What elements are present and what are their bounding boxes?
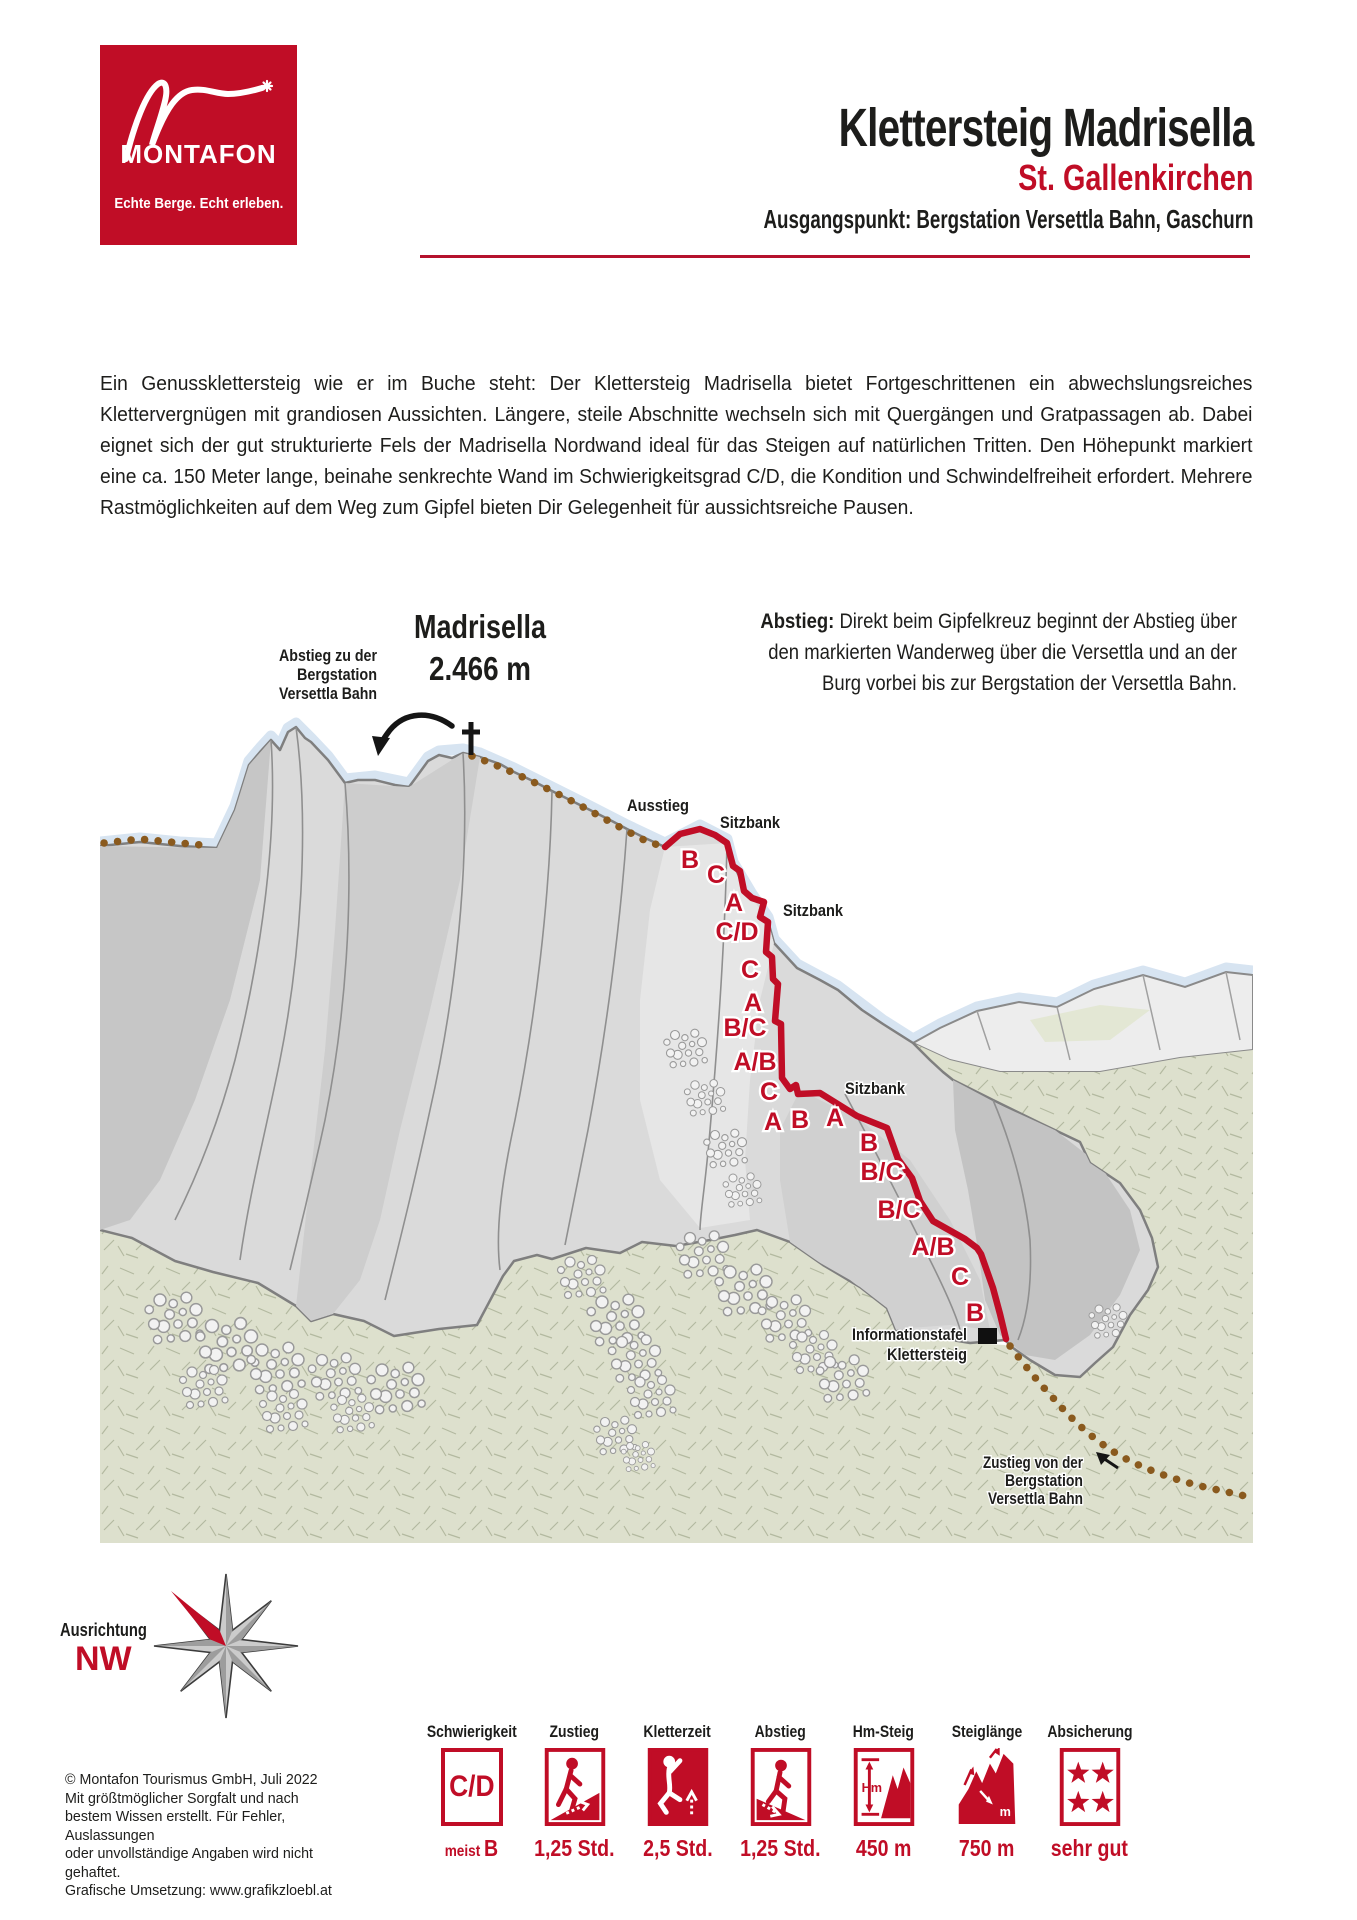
- compass-label: Ausrichtung: [60, 1620, 147, 1640]
- copyright-line: Grafische Umsetzung: www.grafikzloebl.at: [65, 1882, 332, 1899]
- page-title: Klettersteig Madrisella: [838, 98, 1253, 158]
- copyright-block: [65, 1771, 350, 1901]
- grade-label: A: [763, 1108, 783, 1136]
- grade-label: A: [825, 1104, 845, 1132]
- hiker-downhill-icon: [750, 1748, 812, 1826]
- exit-label: Ausstieg: [627, 796, 689, 815]
- grade-label: B/C: [723, 1014, 767, 1042]
- copyright-line: Mit größtmöglicher Sorgfalt und nach: [65, 1789, 299, 1807]
- descent-note-text: Direkt beim Gipfelkreuz beginnt der Abstieg über den markierten Wanderweg über die Versettla und an der Burg vorbei bis zur Bergstation der Versettla Bahn.: [768, 610, 1237, 695]
- grade-label: C/D: [715, 918, 759, 946]
- bench-label: Sitzbank: [783, 901, 844, 920]
- page-subtitle: St. Gallenkirchen: [1017, 157, 1253, 198]
- approach-label: Versettla Bahn: [988, 1489, 1083, 1508]
- stat-difficulty: Schwierigkeit C/D meist B: [426, 1722, 517, 1861]
- grade-label: B: [790, 1106, 810, 1134]
- climber-icon: [647, 1748, 709, 1826]
- route-topo-map: [100, 580, 1253, 1550]
- bench-label: Sitzbank: [845, 1079, 906, 1098]
- grade-label: A: [743, 989, 763, 1017]
- info-board-label: Klettersteig: [887, 1345, 967, 1364]
- title-block: [573, 100, 1253, 234]
- grade-label: C: [706, 861, 726, 889]
- grade-label: A/B: [733, 1048, 777, 1076]
- copyright-line: bestem Wissen erstellt. Für Fehler, Auslassungen: [65, 1808, 286, 1844]
- stats-row: [420, 1722, 1142, 1862]
- grade-label: C: [740, 956, 760, 984]
- descent-to-line: Bergstation: [297, 665, 377, 684]
- montafon-logo: [100, 45, 297, 245]
- grade-label: C: [950, 1263, 970, 1291]
- start-point: Ausgangspunkt: Bergstation Versettla Bahn, Gaschurn: [763, 204, 1253, 234]
- grade-label: B: [680, 846, 700, 874]
- logo-tagline: Echte Berge. Echt erleben.: [113, 196, 284, 212]
- protection-stars-icon: [1059, 1748, 1121, 1826]
- approach-label: Bergstation: [1005, 1471, 1083, 1490]
- stat-protection: Absicherung sehr gut: [1046, 1722, 1133, 1861]
- stat-height-meters: Hm-Steig Hm 450 m: [852, 1722, 915, 1861]
- approach-label: Zustieg von der: [983, 1453, 1084, 1472]
- intro-paragraph: Ein Genussklettersteig wie er im Buche steht: Der Klettersteig Madrisella bietet Fortgeschrittenen ein abwechslungsreiches Klettervergnügen mit grandiosen Aussichten. Längere, steile Abschnitte wechseln sich mit Quergängen und Gratpassagen ab. Dabei eignet sich der gut strukturierte Fels der Madrisella Nordwand ideal für das Steigen auf natürlichen Tritten. Den Höhepunkt markiert eine ca. 150 Meter lange, beinahe senkrechte Wand im Schwierigkeitsgrad C/D, die Kondition und Schwindelfreiheit erfordert. Mehrere Rastmöglichkeiten auf dem Weg zum Gipfel bieten Dir Gelegenheit für aussichtsreiche Pausen.: [100, 372, 1253, 519]
- svg-text:m: m: [999, 1805, 1011, 1820]
- grade-label: A/B: [911, 1233, 955, 1261]
- info-board-marker: [978, 1328, 997, 1344]
- descent-to-line: Abstieg zu der: [279, 646, 378, 665]
- svg-text:Hm: Hm: [861, 1780, 882, 1795]
- compass-rose: [126, 1546, 326, 1746]
- grade-label: B/C: [877, 1196, 921, 1224]
- stat-approach: Zustieg 1,25 Std.: [534, 1722, 615, 1861]
- grade-label: C: [759, 1078, 779, 1106]
- difficulty-badge-icon: C/D: [441, 1748, 503, 1826]
- descent-to-line: Versettla Bahn: [279, 684, 377, 703]
- copyright-line: oder unvollständige Angaben wird nicht gehaftet.: [65, 1845, 313, 1881]
- stat-climb-time: Kletterzeit 2,5 Std.: [642, 1722, 713, 1861]
- compass-nw-needle: [171, 1591, 226, 1646]
- info-board-label: Informationstafel: [852, 1325, 967, 1344]
- compass-direction: NW: [75, 1640, 132, 1678]
- logo-brand: MONTAFON: [120, 139, 277, 169]
- stat-descent: Abstieg 1,25 Std.: [740, 1722, 821, 1861]
- grade-label: B: [859, 1129, 879, 1157]
- peak-name: Madrisella: [414, 608, 547, 645]
- bench-label: Sitzbank: [720, 813, 781, 832]
- descent-note-lead: Abstieg:: [760, 610, 835, 633]
- grade-label: A: [724, 889, 744, 917]
- grade-label: B: [965, 1299, 985, 1327]
- stat-route-length: Steiglänge m 750 m: [951, 1722, 1022, 1861]
- height-meters-icon: [853, 1748, 915, 1826]
- grade-label: B/C: [860, 1158, 904, 1186]
- header-divider: [420, 255, 1250, 258]
- copyright-line: © Montafon Tourismus GmbH, Juli 2022: [65, 1771, 318, 1788]
- route-length-icon: [956, 1748, 1018, 1826]
- hiker-uphill-icon: [544, 1748, 606, 1826]
- peak-elevation: 2.466 m: [429, 650, 531, 687]
